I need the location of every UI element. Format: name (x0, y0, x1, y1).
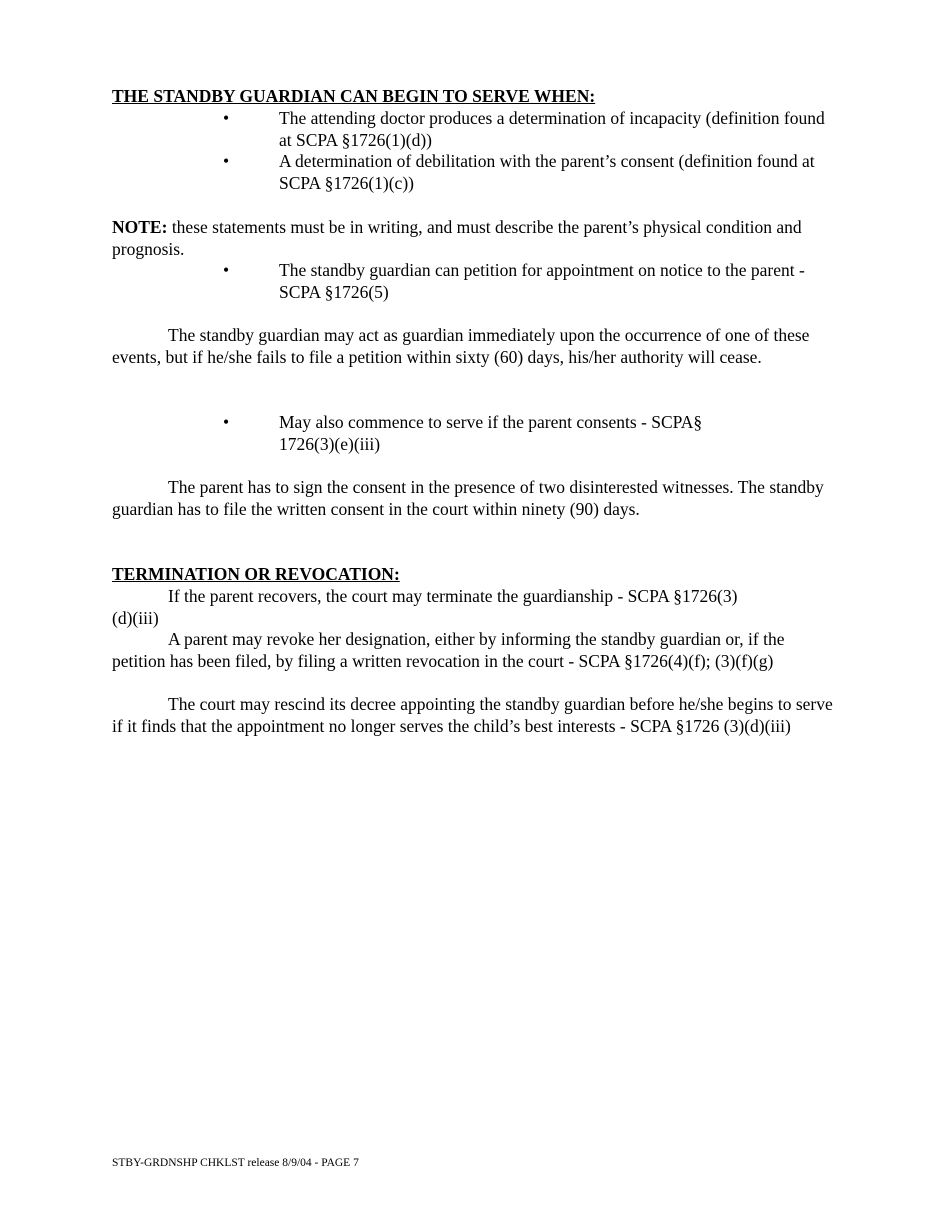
bullet-icon: • (223, 108, 230, 128)
note-paragraph (112, 216, 837, 260)
body-paragraph: The parent has to sign the consent in the presence of two disinterested witnesses. The standby guardian has to file the written consent in the court within ninety (90) days. (112, 477, 824, 519)
bullet-text: A determination of debilitation with the parent’s consent (definition found at SCPA §1726(1)(c)) (279, 151, 815, 193)
note-text: these statements must be in writing, and must describe the parent’s physical condition and prognosis. (112, 217, 802, 259)
bullet-text: The attending doctor produces a determination of incapacity (definition found at SCPA §1726(1)(d)) (279, 108, 825, 150)
body-paragraph: The court may rescind its decree appointing the standby guardian before he/she begins to serve if it finds that the appointment no longer serves the child’s best interests - SCPA §1726 (3)(d)(iii) (112, 694, 833, 736)
section-heading-serve: THE STANDBY GUARDIAN CAN BEGIN TO SERVE WHEN: (112, 86, 596, 106)
bullet-icon: • (223, 412, 230, 432)
page-footer: STBY-GRDNSHP CHKLST release 8/9/04 - PAGE 7 (112, 1157, 359, 1169)
body-paragraph: If the parent recovers, the court may terminate the guardianship - SCPA §1726(3)(d)(iii) (112, 586, 738, 628)
section-heading-termination: TERMINATION OR REVOCATION: (112, 564, 400, 584)
body-paragraph: A parent may revoke her designation, either by informing the standby guardian or, if the petition has been filed, by filing a written revocation in the court - SCPA §1726(4)(f); (3)(f)(g) (112, 629, 785, 671)
bullet-icon: • (223, 260, 230, 280)
bullet-icon: • (223, 151, 230, 171)
bullet-text: The standby guardian can petition for appointment on notice to the parent - SCPA §1726(5) (279, 260, 805, 302)
body-paragraph: The standby guardian may act as guardian immediately upon the occurrence of one of these events, but if he/she fails to file a petition within sixty (60) days, his/her authority will cease. (112, 325, 810, 367)
bullet-text: May also commence to serve if the parent consents - SCPA§ 1726(3)(e)(iii) (279, 412, 703, 454)
note-label: NOTE: (112, 217, 168, 237)
